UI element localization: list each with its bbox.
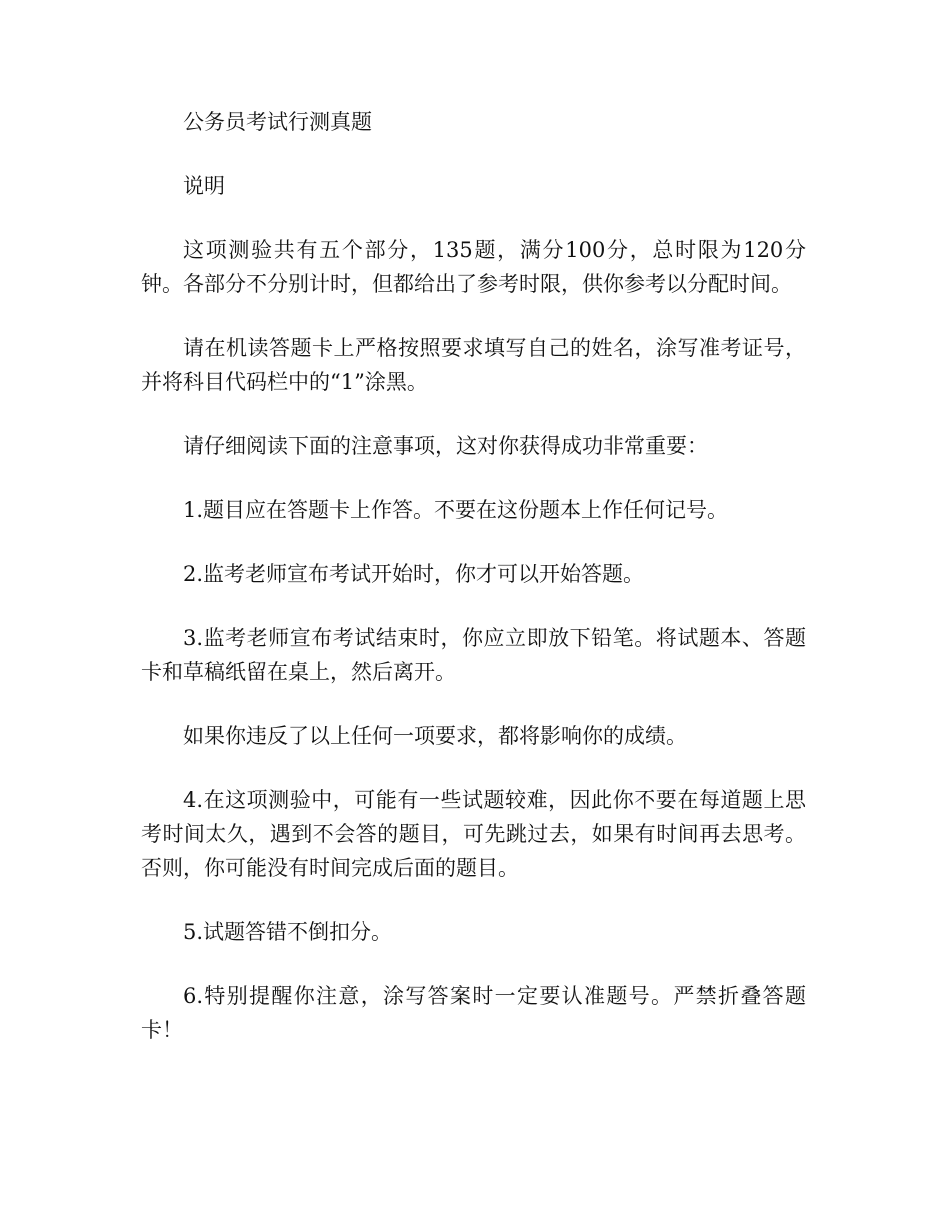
notice-item-3: 3.监考老师宣布考试结束时，你应立即放下铅笔。将试题本、答题卡和草稿纸留在桌上，然后离开。: [141, 626, 806, 684]
document-title: 公务员考试行测真题: [183, 110, 372, 134]
paragraph-test-overview: 这项测验共有五个部分，135题，满分100分，总时限为120分钟。各部分不分别计时，但都给出了参考时限，供你参考以分配时间。: [141, 238, 806, 296]
paragraph-answer-sheet: 请在机读答题卡上严格按照要求填写自己的姓名，涂写准考证号，并将科目代码栏中的“1”涂黑。: [141, 336, 806, 394]
section-heading: 说明: [183, 174, 225, 198]
notice-item-4: 4.在这项测验中，可能有一些试题较难，因此你不要在每道题上思考时间太久，遇到不会答的题目，可先跳过去，如果有时间再去思考。否则，你可能没有时间完成后面的题目。: [141, 788, 806, 880]
notice-item-5: 5.试题答错不倒扣分。: [183, 920, 393, 944]
paragraph-notice-intro: 请仔细阅读下面的注意事项，这对你获得成功非常重要：: [183, 434, 708, 458]
notice-item-6: 6.特别提醒你注意，涂写答案时一定要认准题号。严禁折叠答题卡！: [141, 984, 806, 1042]
notice-item-2: 2.监考老师宣布考试开始时，你才可以开始答题。: [183, 562, 645, 586]
paragraph-violation-warning: 如果你违反了以上任何一项要求，都将影响你的成绩。: [183, 724, 687, 748]
notice-item-1: 1.题目应在答题卡上作答。不要在这份题本上作任何记号。: [183, 498, 729, 522]
document-body: [141, 105, 806, 1077]
